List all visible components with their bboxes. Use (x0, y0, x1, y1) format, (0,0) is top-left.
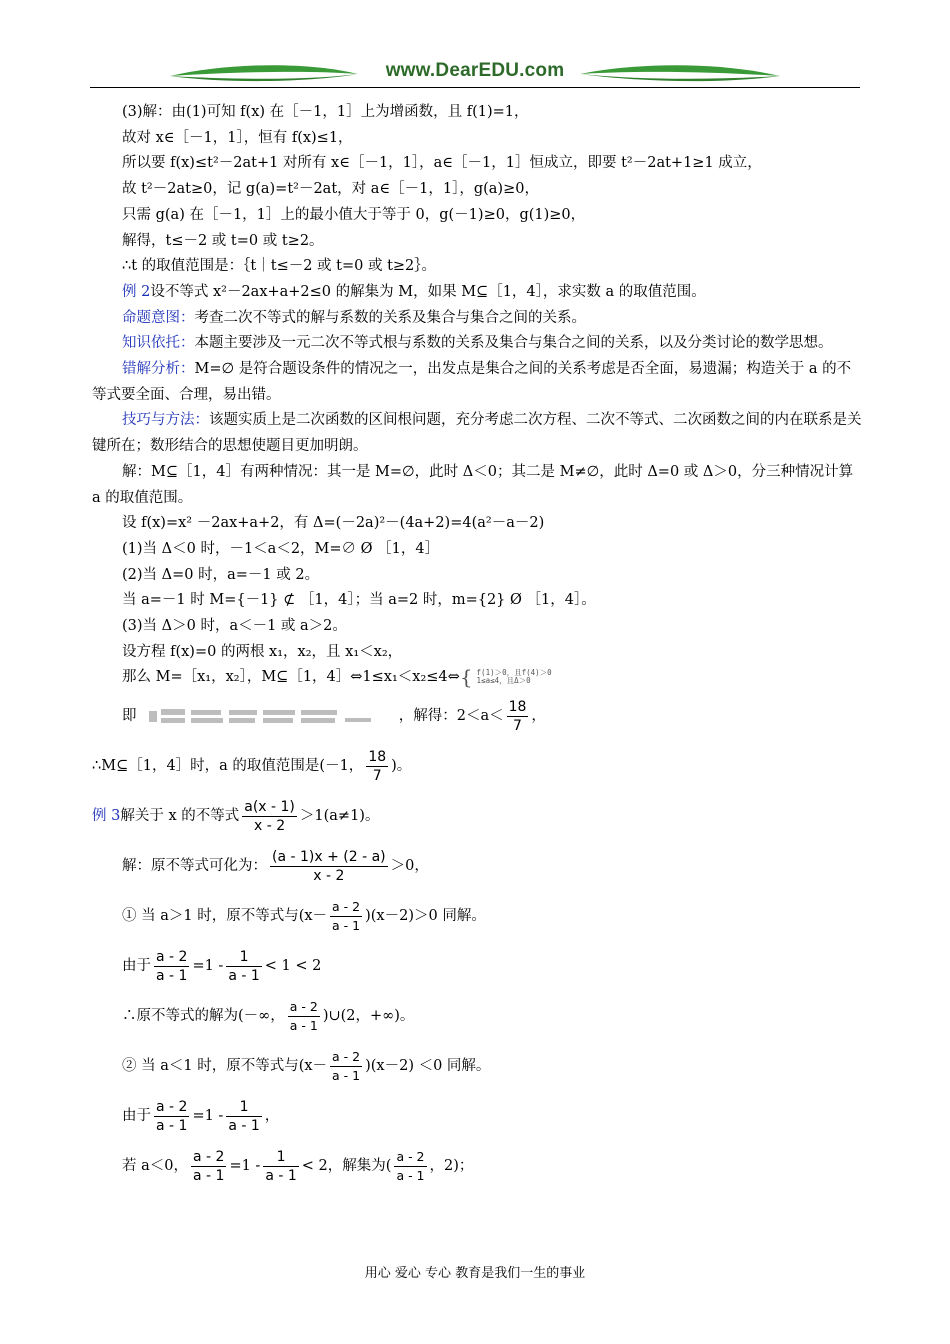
fraction: $\frac{a - 2}{a - 1}$ (192, 1148, 225, 1184)
fraction: $\frac{a - 2}{a - 1}$ (332, 1048, 361, 1083)
text-line: 所以要 f(x)≤t²－2at+1 对所有 x∈［－1，1］，a∈［－1，1］恒成立，即要 t²－2at+1≥1 成立， (122, 155, 762, 172)
section-label: 技巧与方法： (122, 412, 209, 429)
error-analysis-paragraph: 错解分析：M=∅ 是符合题设条件的情况之一，出发点是集合之间的关系考虑是否全面，易遗漏；构造关于 a 的不等式要全面、合理，易出错。 (92, 361, 852, 403)
case-system: f(1)＞0，且f(4)＞0 1≤a≤4，且Δ＞0 (476, 668, 552, 686)
fraction: $\frac{18}{7}$ (508, 698, 527, 734)
text-line: ∴原不等式的解为(－∞， $\frac{a - 2}{a - 1}$ )∪(2，+∞)。 (122, 998, 415, 1033)
text-line: 若 a＜0， $\frac{a - 2}{a - 1}$ =1 - $\frac{1}{a - 1}$ < 2，解集为( $\frac{a - 2}{a - 1}$ ，2)； (122, 1148, 474, 1184)
header-rule (90, 87, 860, 88)
text-line: 那么 M=［x₁，x₂］，M⊆［1，4］⇔1≤x₁＜x₂≤4⇔{ f(1)＞0，且f(4)＞0 1≤a≤4，且Δ＞0 (122, 665, 552, 690)
fraction: $\frac{a - 2}{a - 1}$ (156, 948, 188, 984)
text-line: 解：原不等式可化为： $\frac{(a - 1)x + (2 - a)}{x - 2}$ ＞0， (122, 848, 429, 884)
text-line: (2)当 Δ=0 时，a=－1 或 2。 (122, 566, 320, 583)
fraction: $\frac{a - 2}{a - 1}$ (289, 998, 318, 1033)
basis-paragraph: 知识依托：本题主要涉及一元二次不等式根与系数的关系及集合与集合之间的关系，以及分类讨论的数学思想。 (122, 335, 833, 352)
text-line: 设 f(x)=x² －2ax+a+2，有 Δ=(－2a)²－(4a+2)=4(a²－a－2) (122, 515, 545, 532)
document-body (92, 100, 862, 1191)
section-label: 错解分析： (122, 361, 195, 378)
text-line: 只需 g(a) 在［－1，1］上的最小值大于等于 0，g(－1)≥0，g(1)≥0， (122, 206, 586, 223)
section-label: 知识依托： (122, 335, 195, 352)
site-logo-text: www.DearEDU.com (385, 60, 565, 81)
text-line: 由于 $\frac{a - 2}{a - 1}$ =1 - $\frac{1}{a - 1}$ ， (122, 1098, 280, 1134)
skill-paragraph: 技巧与方法：该题实质上是二次函数的区间根问题，充分考虑二次方程、二次不等式、二次函数之间的内在联系是关键所在；数形结合的思想使题目更加明朗。 (92, 412, 862, 455)
example-label: 例 2 (122, 283, 151, 300)
blurred-formula-image (145, 707, 390, 725)
fraction: $\frac{a - 2}{a - 1}$ (396, 1148, 425, 1183)
fraction: $\frac{a - 2}{a - 1}$ (156, 1098, 188, 1134)
page-footer: 用心 爱心 专心 教育是我们一生的事业 (364, 1266, 586, 1281)
fraction: $\frac{a - 2}{a - 1}$ (332, 898, 361, 933)
brace-icon: { (459, 665, 473, 690)
intent-paragraph: 命题意图：考查二次不等式的解与系数的关系及集合与集合之间的关系。 (122, 309, 586, 326)
text-line: 故 t²－2at≥0，记 g(a)=t²－2at，对 a∈［－1，1］，g(a)≥0， (122, 181, 539, 198)
page-header (90, 58, 860, 92)
text-line: ∴M⊆［1，4］时，a 的取值范围是(－1， $\frac{18}{7}$ )。 (92, 748, 412, 784)
text-line: 即 ，解得：2＜a＜ $\frac{18}{7}$ ， (122, 698, 546, 734)
fraction: $\frac{(a - 1)x + (2 - a)}{x - 2}$ (272, 848, 386, 884)
text-line: (3)当 Δ＞0 时，a＜－1 或 a＞2。 (122, 618, 347, 635)
text-line: (1)当 Δ＜0 时，－1＜a＜2，M=∅ Ø ［1，4］ (122, 540, 440, 557)
fraction: $\frac{1}{a - 1}$ (265, 1148, 297, 1184)
text-line: 故对 x∈［－1，1］，恒有 f(x)≤1， (122, 129, 353, 146)
text-line: 设方程 f(x)=0 的两根 x₁，x₂，且 x₁＜x₂， (122, 643, 403, 660)
fraction: $\frac{a(x - 1)}{x - 2}$ (244, 798, 295, 834)
fraction: $\frac{18}{7}$ (368, 748, 387, 784)
fraction: $\frac{1}{a - 1}$ (228, 1098, 260, 1134)
example-label: 例 3 (92, 808, 121, 825)
text-line: ① 当 a＞1 时，原不等式与(x－ $\frac{a - 2}{a - 1}$ )(x－2)＞0 同解。 (122, 898, 486, 933)
text-line: 解得，t≤－2 或 t=0 或 t≥2。 (122, 232, 324, 249)
text-line: ∴t 的取值范围是：｛t｜t≤－2 或 t=0 或 t≥2｝。 (122, 258, 437, 275)
text-line: ② 当 a＜1 时，原不等式与(x－ $\frac{a - 2}{a - 1}$ )(x－2) ＜0 同解。 (122, 1048, 491, 1083)
text-line: 当 a=－1 时 M={－1} ⊄ ［1，4］；当 a=2 时，m={2} Ø ［1，4］。 (122, 592, 596, 609)
text-line: 由于 $\frac{a - 2}{a - 1}$ =1 - $\frac{1}{a - 1}$ < 1 < 2 (122, 948, 322, 984)
text-line: (3)解：由(1)可知 f(x) 在［－1，1］上为增函数，且 f(1)=1， (122, 104, 529, 120)
solution-2-intro: 解：M⊆［1，4］有两种情况：其一是 M=∅，此时 Δ＜0；其二是 M≠∅，此时 Δ=0 或 Δ＞0，分三种情况计算 a 的取值范围。 (92, 463, 854, 506)
example-2-statement: 例 2设不等式 x²－2ax+a+2≤0 的解集为 M，如果 M⊆［1，4］，求实数 a 的取值范围。 (122, 283, 706, 300)
section-label: 命题意图： (122, 309, 195, 326)
example-3-statement: 例 3解关于 x 的不等式 $\frac{a(x - 1)}{x - 2}$ ＞1(a≠1)。 (92, 798, 380, 834)
fraction: $\frac{1}{a - 1}$ (228, 948, 260, 984)
